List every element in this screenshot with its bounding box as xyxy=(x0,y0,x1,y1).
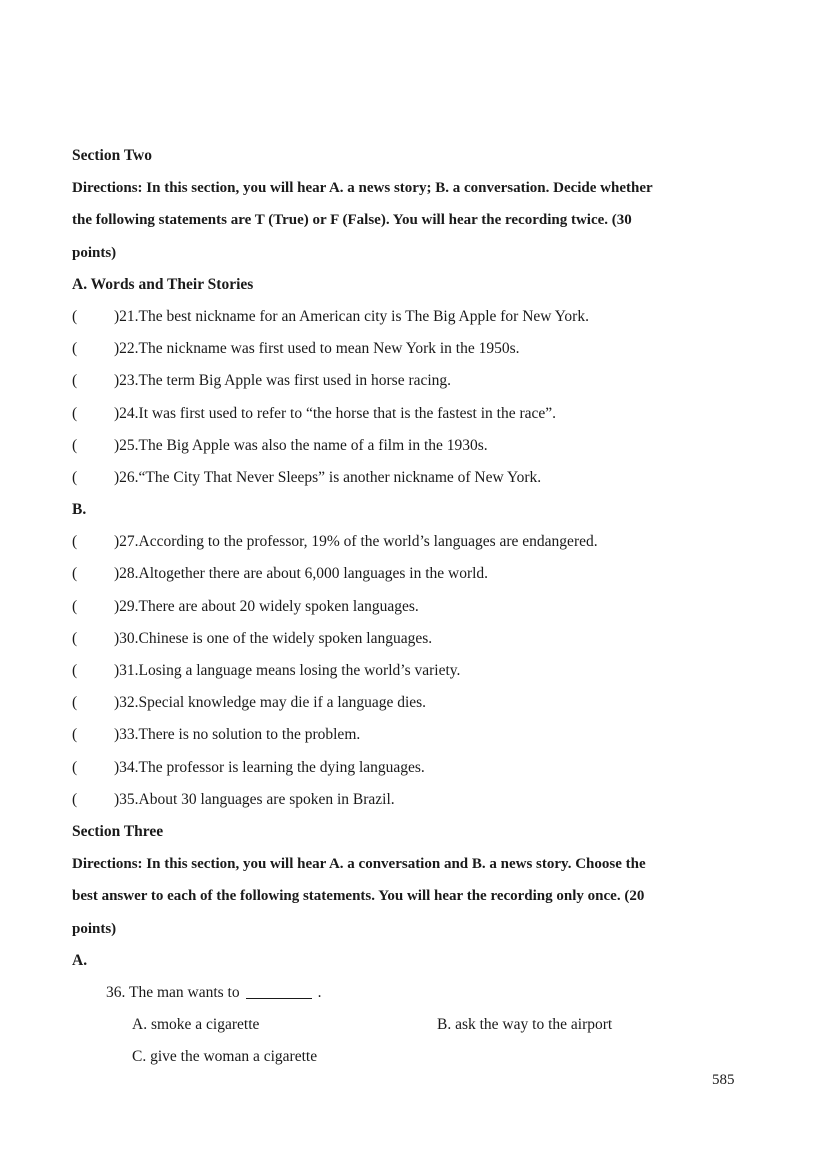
statement-text: The nickname was first used to mean New York in the 1950s. xyxy=(138,340,520,358)
statement-item xyxy=(72,719,752,751)
answer-paren[interactable]: ( xyxy=(72,629,78,647)
statement-number: )28. xyxy=(114,565,139,583)
statement-text: There is no solution to the problem. xyxy=(138,726,361,744)
answer-paren[interactable]: ( xyxy=(72,340,78,358)
statement-item xyxy=(72,655,752,687)
statement-number: )30. xyxy=(114,629,139,647)
answer-paren[interactable]: ( xyxy=(72,694,78,712)
statement-number: )35. xyxy=(114,790,139,808)
statement-text: The Big Apple was also the name of a film in the 1930s. xyxy=(138,436,488,454)
statement-number: )33. xyxy=(114,726,139,744)
statement-number: )21. xyxy=(114,307,139,325)
question-stem: 36. The man wants to xyxy=(106,983,240,1001)
answer-paren[interactable]: ( xyxy=(72,533,78,551)
section-two-directions-line-3: points) xyxy=(72,244,117,261)
statement-number: )32. xyxy=(114,694,139,712)
page-number: 585 xyxy=(712,1072,735,1088)
statement-item xyxy=(72,623,752,655)
statement-text: Losing a language means losing the world’s variety. xyxy=(138,662,461,679)
part-b-statement-list xyxy=(72,526,752,816)
statement-item xyxy=(72,462,752,494)
statement-text: About 30 languages are spoken in Brazil. xyxy=(138,790,395,808)
section-two-heading: Section Two xyxy=(72,147,152,164)
answer-paren[interactable]: ( xyxy=(72,726,78,744)
statement-text: The professor is learning the dying languages. xyxy=(138,758,425,776)
statement-item xyxy=(72,526,752,558)
section-three-heading: Section Three xyxy=(72,822,164,840)
options-row-1 xyxy=(72,1009,752,1041)
statement-item xyxy=(72,784,752,816)
answer-paren[interactable]: ( xyxy=(72,468,78,486)
statement-text: According to the professor, 19% of the world’s languages are endangered. xyxy=(138,533,598,551)
statement-text: The term Big Apple was first used in horse racing. xyxy=(138,372,452,390)
section-three-part-a-heading: A. xyxy=(72,951,88,969)
answer-paren[interactable]: ( xyxy=(72,404,78,422)
statement-item xyxy=(72,301,752,333)
statement-item xyxy=(72,558,752,590)
statement-number: )23. xyxy=(114,372,139,390)
section-three-directions-line-2: best answer to each of the following statements. You will hear the recording only once. (20 xyxy=(72,888,645,905)
part-b-heading: B. xyxy=(72,501,87,519)
options-row-2 xyxy=(72,1041,752,1073)
statement-text: Special knowledge may die if a language dies. xyxy=(138,694,427,712)
statement-number: )29. xyxy=(114,597,139,615)
statement-number: )25. xyxy=(114,436,139,454)
statement-text: Altogether there are about 6,000 languages in the world. xyxy=(138,565,489,583)
answer-blank xyxy=(246,984,312,999)
question-end: . xyxy=(317,983,322,1001)
statement-number: )26. xyxy=(114,468,139,486)
option-b: B. ask the way to the airport xyxy=(437,1016,613,1034)
section-two-directions-line-2: the following statements are T (True) or F (False). You will hear the recording twice. (30 xyxy=(72,212,632,229)
answer-paren[interactable]: ( xyxy=(72,565,78,583)
statement-item xyxy=(72,398,752,430)
statement-number: )34. xyxy=(114,758,139,776)
answer-paren[interactable]: ( xyxy=(72,597,78,615)
section-two-directions-line-1: Directions: In this section, you will hear A. a news story; B. a conversation. Decide whether xyxy=(72,180,653,197)
statement-text: Chinese is one of the widely spoken languages. xyxy=(138,629,433,647)
statement-item xyxy=(72,687,752,719)
statement-number: )31. xyxy=(114,662,139,679)
statement-item xyxy=(72,333,752,365)
statement-text: It was first used to refer to “the horse that is the fastest in the race”. xyxy=(138,404,557,422)
option-a: A. smoke a cigarette xyxy=(132,1016,260,1034)
answer-paren[interactable]: ( xyxy=(72,436,78,454)
section-three-directions-line-1: Directions: In this section, you will hear A. a conversation and B. a news story. Choose the xyxy=(72,856,646,873)
statement-item xyxy=(72,365,752,397)
option-c: C. give the woman a cigarette xyxy=(132,1048,318,1066)
answer-paren[interactable]: ( xyxy=(72,758,78,776)
section-three-directions-line-3: points) xyxy=(72,920,117,937)
part-a-statement-list xyxy=(72,301,752,494)
statement-text: There are about 20 widely spoken languages. xyxy=(138,597,419,615)
question-36 xyxy=(72,977,752,1009)
statement-number: )24. xyxy=(114,404,139,422)
statement-text: The best nickname for an American city is The Big Apple for New York. xyxy=(138,307,589,325)
statement-text: “The City That Never Sleeps” is another nickname of New York. xyxy=(138,468,542,486)
statement-item xyxy=(72,430,752,462)
statement-item xyxy=(72,752,752,784)
statement-number: )22. xyxy=(114,340,139,358)
statement-number: )27. xyxy=(114,533,139,551)
statement-item xyxy=(72,591,752,623)
page-content xyxy=(72,140,752,1073)
part-a-heading: A. Words and Their Stories xyxy=(72,275,254,293)
answer-paren[interactable]: ( xyxy=(72,790,78,808)
answer-paren[interactable]: ( xyxy=(72,662,78,679)
answer-paren[interactable]: ( xyxy=(72,372,78,390)
answer-paren[interactable]: ( xyxy=(72,307,78,325)
